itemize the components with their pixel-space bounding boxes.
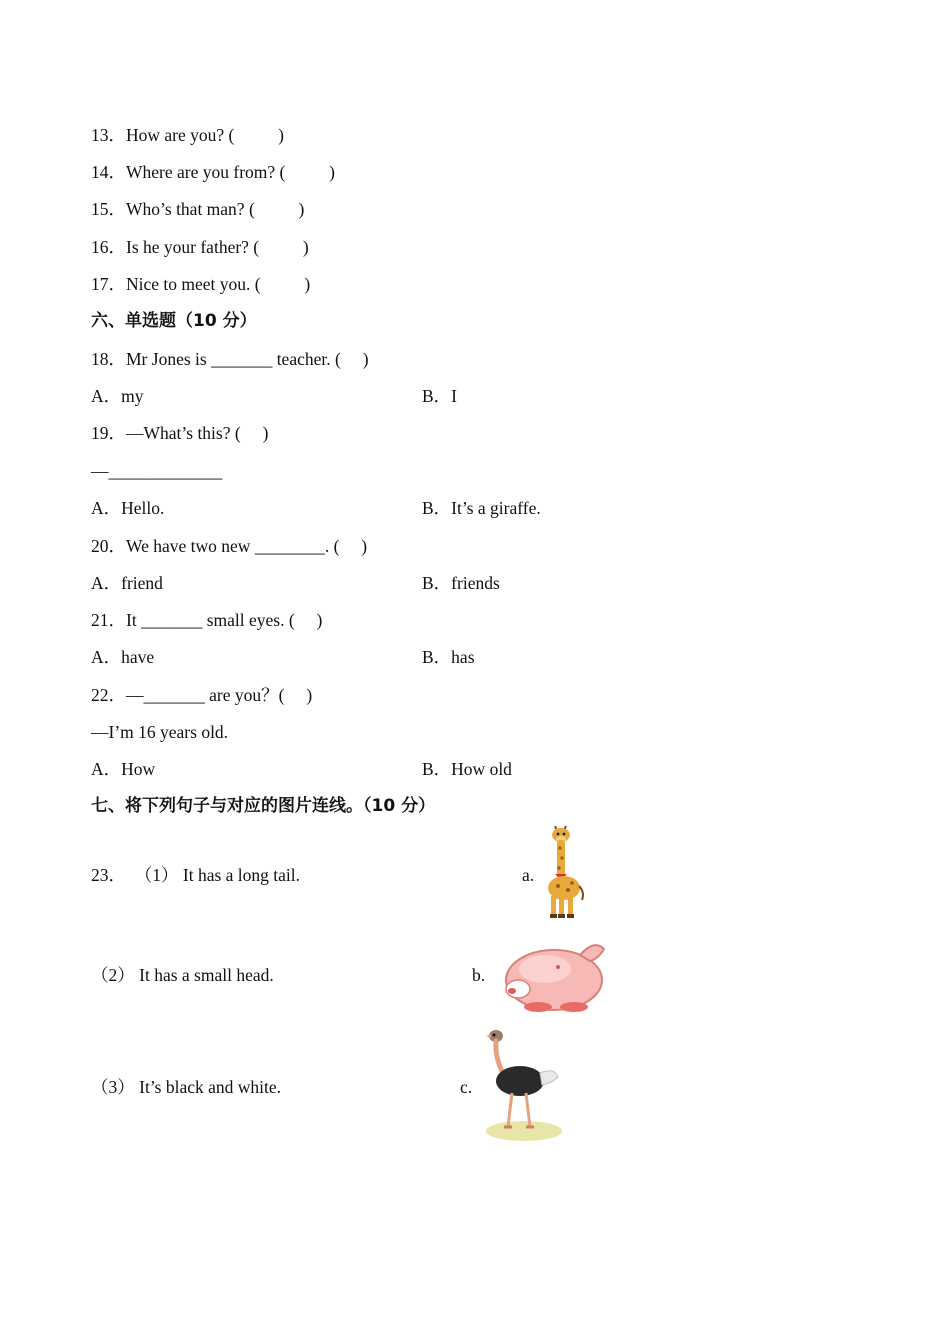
ostrich-picture (482, 1027, 562, 1143)
section-7-title: 七、将下列句子与对应的图片连线。（10 分） (91, 796, 436, 816)
question-22-stem: 22．—_______ are you？( ) (91, 685, 313, 705)
question-14: 14．Where are you from? ( ) (91, 162, 335, 182)
question-20-option-a: A．friend (91, 573, 163, 593)
picture-label-a: a. (522, 865, 535, 885)
matching-item-3: （3） It’s black and white. (91, 1077, 282, 1097)
giraffe-picture (538, 826, 590, 920)
question-18-option-b: B．I (422, 386, 457, 406)
question-21-stem: 21．It _______ small eyes. ( ) (91, 610, 323, 630)
matching-item-2: （2） It has a small head. (91, 965, 274, 985)
question-15: 15．Who’s that man? ( ) (91, 199, 305, 219)
question-17: 17．Nice to meet you. ( ) (91, 274, 311, 294)
question-19-option-b: B．It’s a giraffe. (422, 498, 541, 518)
question-21-option-a: A．have (91, 647, 155, 667)
question-20-option-b: B．friends (422, 573, 500, 593)
question-19-stem: 19．—What’s this? ( ) (91, 423, 269, 443)
question-18-stem: 18．Mr Jones is _______ teacher. ( ) (91, 349, 369, 369)
question-19-option-a: A．Hello. (91, 498, 165, 518)
question-20-stem: 20．We have two new ________. ( ) (91, 536, 368, 556)
question-22-option-b: B．How old (422, 759, 512, 779)
section-6-title: 六、单选题（10 分） (91, 311, 257, 331)
pig-picture (498, 937, 610, 1015)
question-18-option-a: A．my (91, 386, 144, 406)
question-19-answer-line: —_____________ (91, 461, 223, 481)
matching-item-1: 23． （1） It has a long tail. (91, 865, 301, 885)
question-22-option-a: A．How (91, 759, 156, 779)
question-22-answer-line: —I’m 16 years old. (91, 722, 229, 742)
picture-label-b: b. (472, 965, 486, 985)
question-21-option-b: B．has (422, 647, 475, 667)
question-16: 16．Is he your father? ( ) (91, 237, 309, 257)
question-13: 13．How are you? ( ) (91, 125, 284, 145)
picture-label-c: c. (460, 1077, 473, 1097)
